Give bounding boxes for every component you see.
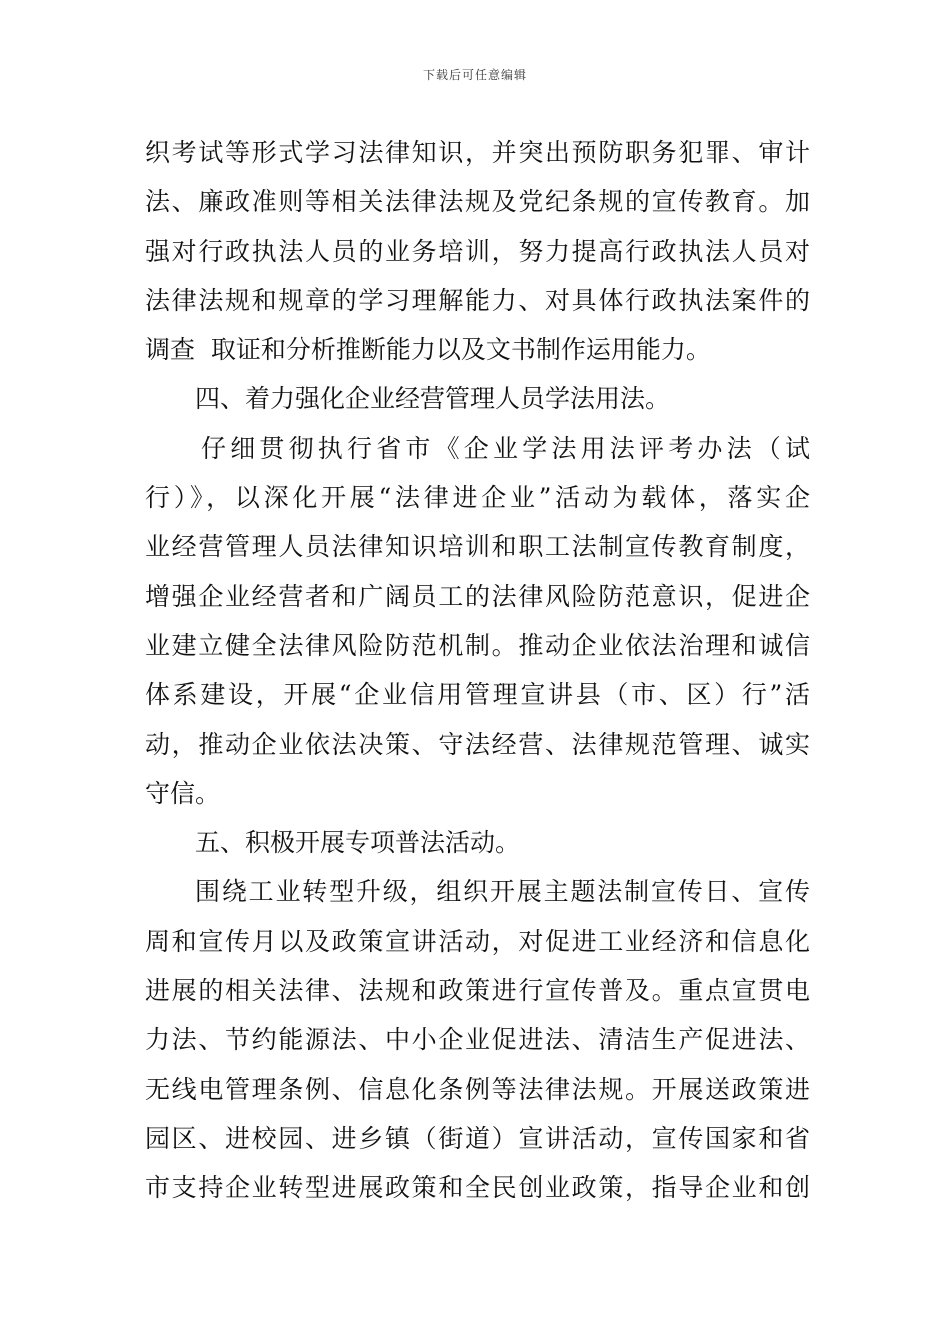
text-line: 织考试等形式学习法律知识，并突出预防职务犯罪、审计 <box>145 138 810 167</box>
text-line: 强对行政执法人员的业务培训，努力提高行政执法人员对 <box>145 236 810 266</box>
section-heading-5: 五、积极开展专项普法活动。 <box>195 828 521 858</box>
section-heading-4: 四、着力强化企业经营管理人员学法用法。 <box>195 384 671 414</box>
text-line: 业经营管理人员法律知识培训和职工法制宣传教育制度， <box>145 532 810 562</box>
text-line: 体系建设，开展“企业信用管理宣讲县（市、区）行”活 <box>145 680 810 710</box>
text-line: 法、廉政准则等相关法律法规及党纪条规的宣传教育。加 <box>145 187 810 217</box>
text-line: 围绕工业转型升级，组织开展主题法制宣传日、宣传 <box>195 877 810 907</box>
text-line: 力法、节约能源法、中小企业促进法、清洁生产促进法、 <box>145 1025 810 1055</box>
text-line: 仔细贯彻执行省市《企业学法用法评考办法（试 <box>201 433 810 463</box>
text-line: 周和宣传月以及政策宣讲活动，对促进工业经济和信息化 <box>145 926 810 956</box>
text-line: 行）》，以深化开展“法律进企业”活动为载体，落实企 <box>145 483 810 513</box>
page-header: 下载后可任意编辑 <box>422 68 527 82</box>
text-line: 业建立健全法律风险防范机制。推动企业依法治理和诚信 <box>145 630 810 660</box>
text-line: 调查 取证和分析推断能力以及文书制作运用能力。 <box>145 335 711 365</box>
text-line: 动，推动企业依法决策、守法经营、法律规范管理、诚实 <box>145 729 810 759</box>
text-line: 园区、进校园、进乡镇（街道）宣讲活动，宣传国家和省 <box>145 1123 810 1153</box>
text-line: 进展的相关法律、法规和政策进行宣传普及。重点宣贯电 <box>145 976 810 1006</box>
text-line: 市支持企业转型进展政策和全民创业政策，指导企业和创 <box>145 1173 810 1203</box>
document-body <box>145 128 810 1213</box>
text-line: 增强企业经营者和广阔员工的法律风险防范意识，促进企 <box>145 581 810 611</box>
text-line: 法律法规和规章的学习理解能力、对具体行政执法案件的 <box>145 285 810 315</box>
text-line: 守信。 <box>145 778 221 808</box>
text-line: 无线电管理条例、信息化条例等法律法规。开展送政策进 <box>145 1074 810 1104</box>
